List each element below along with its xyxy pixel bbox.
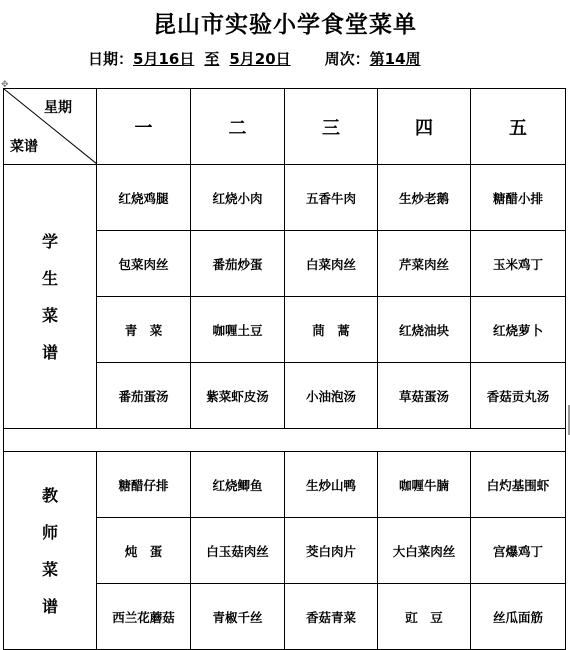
section-label-char: 师 xyxy=(41,522,58,542)
weekday-header-row xyxy=(4,89,566,165)
page-title: 昆山市实验小学食堂菜单 xyxy=(153,12,417,38)
dish-cell: 白灼基围虾 xyxy=(471,452,566,518)
section-label-char: 教 xyxy=(41,485,58,505)
dish-cell: 草菇蛋汤 xyxy=(378,363,471,429)
student-section-label xyxy=(4,165,97,429)
dish-cell: 红烧油块 xyxy=(378,297,471,363)
date-range xyxy=(133,50,315,68)
section-label-char: 菜 xyxy=(41,305,58,325)
dish-cell: 五香牛肉 xyxy=(285,165,378,231)
dish-cell: 红烧小肉 xyxy=(191,165,285,231)
section-label-char: 生 xyxy=(41,268,58,288)
dish-cell: 玉米鸡丁 xyxy=(471,231,566,297)
weekday-header: 一 xyxy=(97,89,191,165)
date-to: 至 xyxy=(204,50,220,68)
dish-cell: 香菇贡丸汤 xyxy=(471,363,566,429)
dish-cell: 番茄蛋汤 xyxy=(97,363,191,429)
menu-table xyxy=(3,88,566,650)
dish-cell: 红烧萝卜 xyxy=(471,297,566,363)
dish-cell: 生炒老鹅 xyxy=(378,165,471,231)
date-week-line xyxy=(88,48,421,69)
dish-cell: 西兰花蘑菇 xyxy=(97,584,191,650)
dish-cell: 香菇青菜 xyxy=(285,584,378,650)
dish-cell: 白玉菇肉丝 xyxy=(191,518,285,584)
spacer-row xyxy=(4,429,566,452)
anchor-marker-icon: ✥ xyxy=(1,80,9,90)
dish-cell: 茼 蒿 xyxy=(285,297,378,363)
section-label-char: 学 xyxy=(41,231,58,251)
weekday-header: 四 xyxy=(378,89,471,165)
dish-cell: 青 菜 xyxy=(97,297,191,363)
dish-cell: 小油泡汤 xyxy=(285,363,378,429)
dish-cell: 青椒千丝 xyxy=(191,584,285,650)
weekday-header: 五 xyxy=(471,89,566,165)
corner-week-label: 星期 xyxy=(44,100,72,116)
dish-cell: 炖 蛋 xyxy=(97,518,191,584)
dish-cell: 红烧鸡腿 xyxy=(97,165,191,231)
dish-cell: 包菜肉丝 xyxy=(97,231,191,297)
week-label: 周次： xyxy=(324,50,370,68)
dish-cell: 茭白肉片 xyxy=(285,518,378,584)
dish-cell: 红烧鲫鱼 xyxy=(191,452,285,518)
dish-cell: 宫爆鸡丁 xyxy=(471,518,566,584)
weekday-header: 二 xyxy=(191,89,285,165)
dish-cell: 大白菜肉丝 xyxy=(378,518,471,584)
corner-menu-label: 菜谱 xyxy=(10,139,38,155)
date-start: 5月16日 xyxy=(133,50,195,68)
dish-cell: 生炒山鸭 xyxy=(285,452,378,518)
date-label: 日期： xyxy=(88,50,134,68)
week-value: 第14周 xyxy=(369,50,421,68)
dish-cell: 丝瓜面筋 xyxy=(471,584,566,650)
teacher-dish-row xyxy=(4,452,566,518)
dish-cell: 咖喱牛腩 xyxy=(378,452,471,518)
dish-cell: 咖喱土豆 xyxy=(191,297,285,363)
weekday-header: 三 xyxy=(285,89,378,165)
dish-cell: 豇 豆 xyxy=(378,584,471,650)
date-end: 5月20日 xyxy=(229,50,291,68)
section-label-char: 谱 xyxy=(41,342,58,362)
dish-cell: 糖醋仔排 xyxy=(97,452,191,518)
teacher-section-label xyxy=(4,452,97,650)
dish-cell: 番茄炒蛋 xyxy=(191,231,285,297)
dish-cell: 白菜肉丝 xyxy=(285,231,378,297)
dish-cell: 芹菜肉丝 xyxy=(378,231,471,297)
section-label-char: 谱 xyxy=(41,596,58,616)
dish-cell: 紫菜虾皮汤 xyxy=(191,363,285,429)
student-dish-row xyxy=(4,165,566,231)
dish-cell: 糖醋小排 xyxy=(471,165,566,231)
spacer-cell xyxy=(4,429,566,452)
corner-cell xyxy=(4,89,97,165)
section-label-char: 菜 xyxy=(41,559,58,579)
